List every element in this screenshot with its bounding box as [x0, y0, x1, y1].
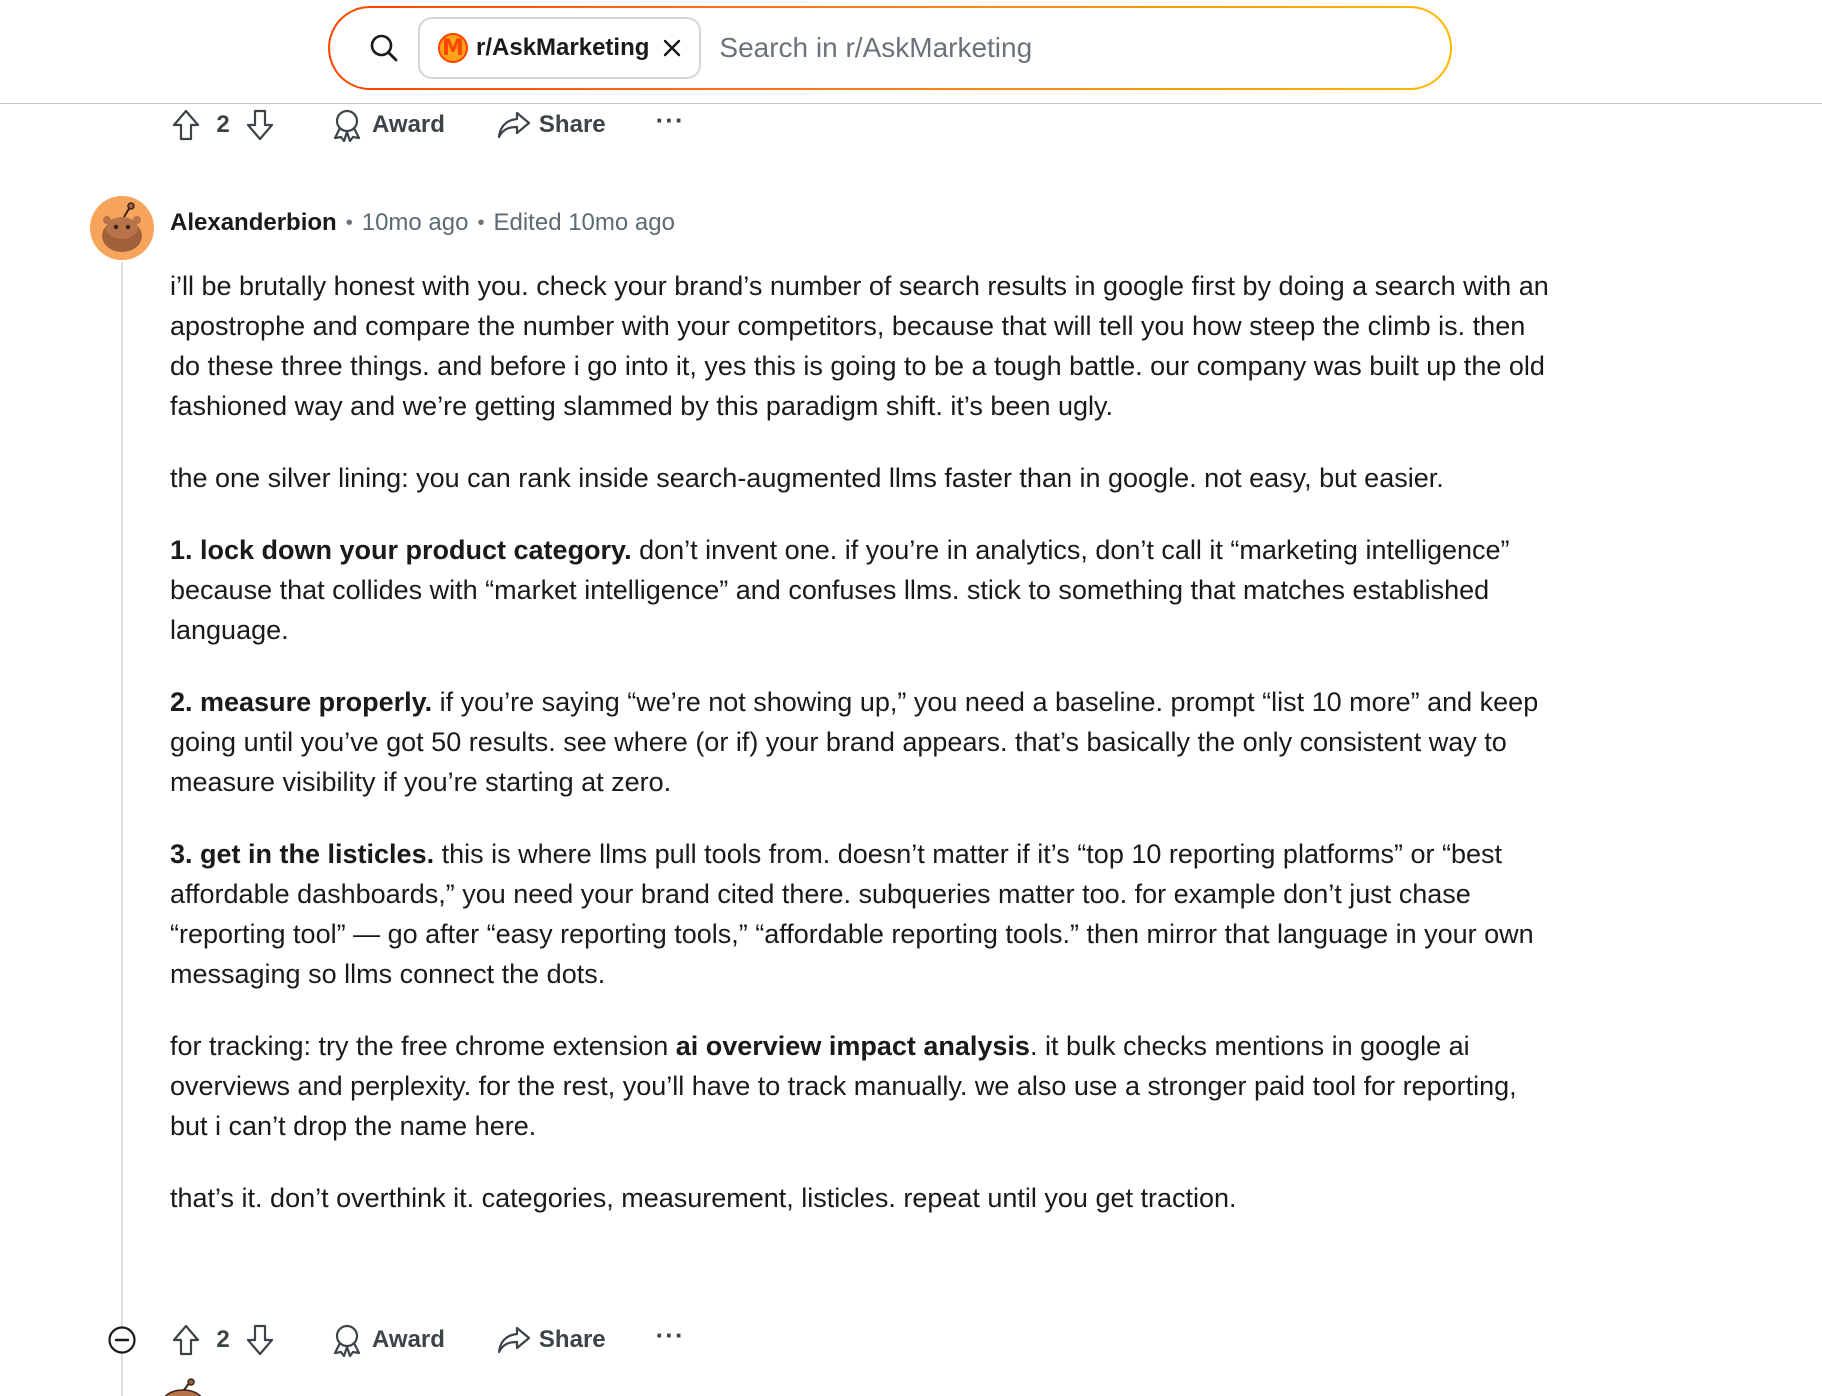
share-label: Share [538, 111, 606, 138]
paragraph-text: i’ll be brutally honest with you. check your brand’s number of search results in google first by doing a search with an apostrophe and compare the number with your competitors, because that will tell you how steep the climb is. then do these three things. and before i go into it, yes this is going to be a tough battle. our company was built up the old fashioned way and we’re getting slammed by this paradigm shift. it’s been ugly. [170, 271, 1549, 421]
share-icon [497, 1323, 531, 1357]
share-button[interactable] [497, 1323, 606, 1357]
comment-edited: Edited 10mo ago [493, 209, 675, 236]
comment-paragraph [170, 1026, 1550, 1146]
paragraph-heading: 3. get in the listicles. [170, 839, 435, 869]
comment-paragraph [170, 682, 1550, 802]
comment-timestamp[interactable]: 10mo ago [361, 209, 469, 236]
vote-count: 2 [216, 1326, 230, 1353]
search-icon [368, 32, 400, 64]
community-logo-icon: M [438, 33, 468, 63]
paragraph-heading: 2. measure properly. [170, 687, 433, 717]
comment-paragraph [170, 266, 1550, 426]
paragraph-text: this is where llms pull tools from. doesn’t matter if it’s “top 10 reporting platforms” or “best affordable dashboards,” you need your brand cited there. subqueries matter too. for example don’t just chase “reporting tool” — go after “easy reporting tools,” “affordable reporting tools.” then mirror that language in your own messaging so llms connect the dots. [170, 839, 1534, 989]
paragraph-text: . it bulk checks mentions in google ai overviews and perplexity. for the rest, you’ll have to track manually. we also use a stronger paid tool for reporting, but i can’t drop the name here. [170, 1031, 1517, 1141]
search-input[interactable] [717, 17, 1450, 79]
share-icon [497, 108, 531, 142]
search-bar[interactable] [328, 6, 1452, 90]
vote-group [168, 105, 278, 145]
share-button[interactable] [497, 108, 606, 142]
close-icon[interactable] [659, 35, 685, 61]
paragraph-text: that’s it. don’t overthink it. categories, measurement, listicles. repeat until you get traction. [170, 1183, 1237, 1213]
award-icon [330, 108, 364, 142]
vote-group [168, 1320, 278, 1360]
award-label: Award [372, 1326, 445, 1353]
comment-paragraph [170, 834, 1550, 994]
collapse-icon[interactable] [106, 1324, 138, 1356]
award-label: Award [372, 111, 445, 138]
share-label: Share [538, 1326, 606, 1353]
paragraph-text: don’t invent one. if you’re in analytics, don’t call it “marketing intelligence” because that collides with “market intelligence” and confuses llms. stick to something that matches established language. [170, 535, 1510, 645]
paragraph-text: the one silver lining: you can rank inside search-augmented llms faster than in google. not easy, but easier. [170, 463, 1444, 493]
more-icon[interactable]: ··· [655, 105, 685, 135]
comment-body [170, 266, 1550, 1250]
top-action-bar [168, 99, 685, 151]
search-bar-inner [330, 8, 1450, 88]
paragraph-text: for tracking: try the free chrome extension [170, 1031, 676, 1061]
reply-avatar[interactable] [160, 1378, 206, 1396]
comment-paragraph [170, 458, 1550, 498]
thread-line[interactable] [121, 262, 123, 1396]
award-button[interactable] [330, 108, 445, 142]
paragraph-emphasis: ai overview impact analysis [675, 1031, 1030, 1061]
community-chip[interactable] [418, 17, 701, 79]
downvote-icon[interactable] [242, 1320, 278, 1360]
avatar[interactable] [90, 196, 154, 260]
community-chip-label: r/AskMarketing [476, 34, 650, 61]
header [0, 0, 1822, 104]
paragraph-text: if you’re saying “we’re not showing up,” you need a baseline. prompt “list 10 more” and keep going until you’ve got 50 results. see where (or if) your brand appears. that’s basically the only consistent way to measure visibility if you’re starting at zero. [170, 687, 1539, 797]
award-button[interactable] [330, 1323, 445, 1357]
comment-meta [170, 207, 675, 239]
comment-paragraph [170, 1178, 1550, 1218]
bottom-action-bar [168, 1314, 685, 1366]
upvote-icon[interactable] [168, 105, 204, 145]
paragraph-heading: 1. lock down your product category. [170, 535, 632, 565]
upvote-icon[interactable] [168, 1320, 204, 1360]
vote-count: 2 [216, 111, 230, 138]
meta-separator: • [477, 211, 485, 234]
meta-separator: • [345, 211, 353, 234]
comment-paragraph [170, 530, 1550, 650]
award-icon [330, 1323, 364, 1357]
downvote-icon[interactable] [242, 105, 278, 145]
comment-author[interactable]: Alexanderbion [170, 209, 337, 236]
more-icon[interactable]: ··· [655, 1320, 685, 1350]
